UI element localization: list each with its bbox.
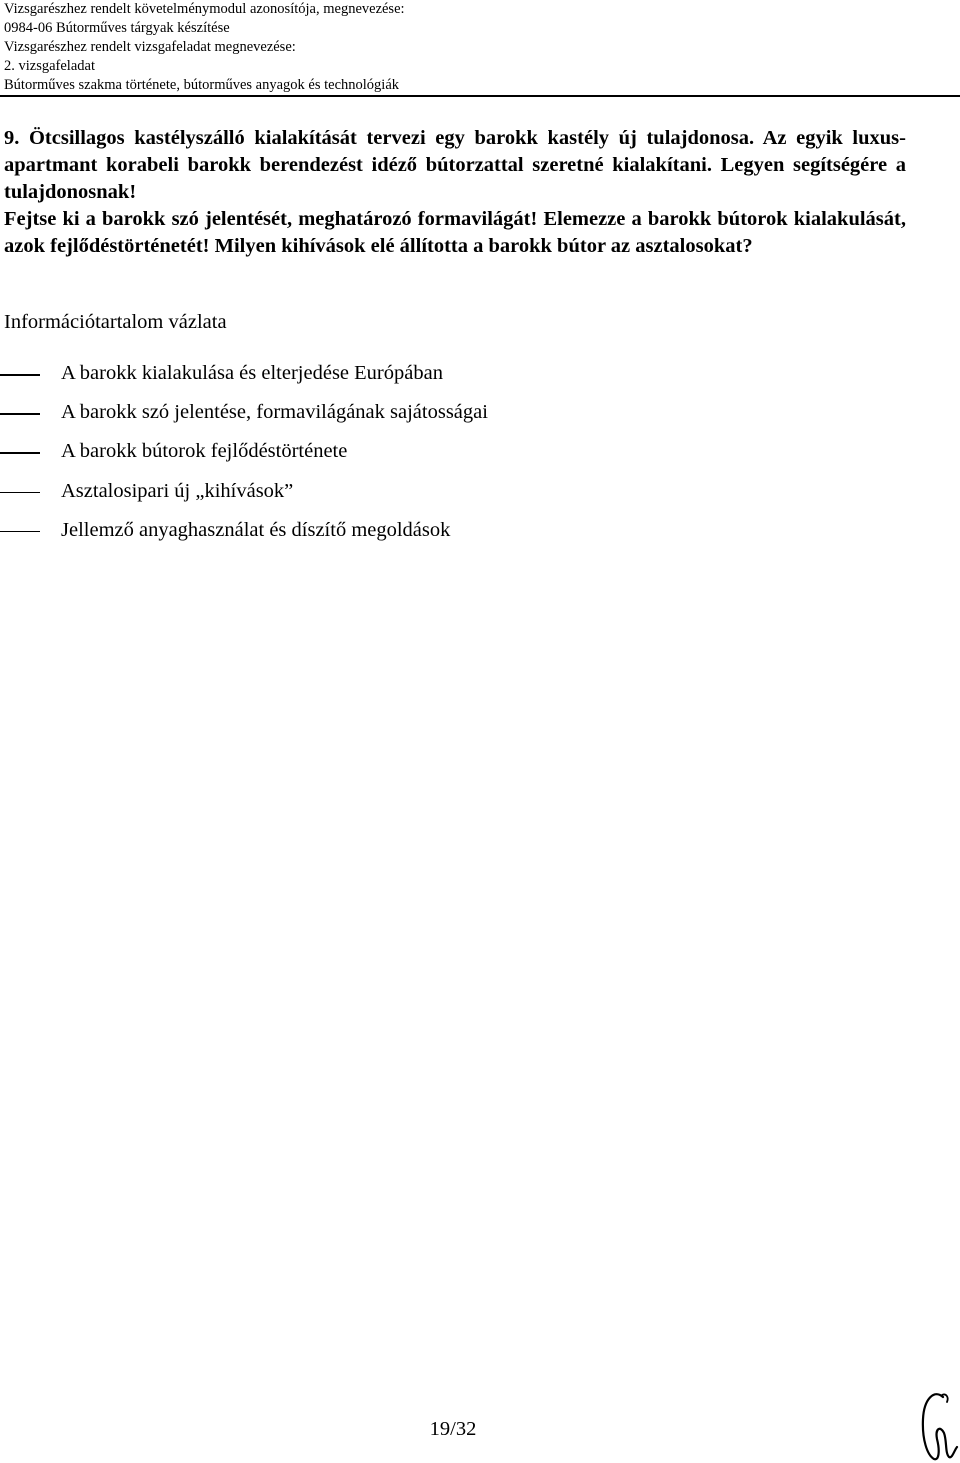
task-intro-paragraph: 9. Ötcsillagos kastélyszálló kialakítását tervezi egy barokk kastély új tulajdonosa. Az egyik luxus- apartmant korabeli barokk berendezést idéző bútorzattal szeretné kialakítani. Legyen segítségére a tulajdonosnak! bbox=[4, 127, 906, 204]
outline-list bbox=[0, 359, 900, 555]
dash-bullet-icon bbox=[0, 452, 40, 454]
outline-title: Információtartalom vázlata bbox=[4, 311, 227, 333]
header-module-label: Vizsgarészhez rendelt követelménymodul azonosítója, megnevezése: bbox=[4, 1, 405, 17]
outline-item bbox=[0, 437, 900, 476]
outline-item bbox=[0, 398, 900, 437]
outline-item bbox=[0, 359, 900, 398]
page-number: 19/32 bbox=[429, 1418, 477, 1440]
dash-bullet-icon bbox=[0, 492, 40, 494]
outline-item-text: A barokk bútorok fejlődéstörténete bbox=[61, 440, 348, 463]
outline-item-text: Jellemző anyaghasználat és díszítő megoldások bbox=[61, 518, 451, 541]
dash-bullet-icon bbox=[0, 531, 40, 533]
outline-item-text: A barokk kialakulása és elterjedése Európában bbox=[61, 362, 443, 384]
header-task-name: Bútorműves szakma története, bútorműves anyagok és technológiák bbox=[4, 77, 400, 93]
task-questions-paragraph: Fejtse ki a barokk szó jelentését, meghatározó formavilágát! Elemezze a barokk bútorok kialakulását, azok fejlődéstörténetét! Milyen kihívások elé állította a barokk bútor az asztalosokat? bbox=[4, 208, 906, 258]
header-task-label: Vizsgarészhez rendelt vizsgafeladat megnevezése: bbox=[4, 39, 296, 55]
document-header bbox=[4, 0, 954, 95]
task-description bbox=[4, 125, 906, 260]
outline-item-text: A barokk szó jelentése, formavilágának sajátosságai bbox=[61, 401, 488, 424]
dash-bullet-icon bbox=[0, 374, 40, 376]
outline-item-text: Asztalosipari új „kihívások” bbox=[61, 479, 294, 502]
dash-bullet-icon bbox=[0, 413, 40, 415]
outline-item bbox=[0, 477, 900, 516]
header-divider bbox=[0, 95, 960, 97]
outline-item bbox=[0, 516, 900, 555]
header-module-name: 0984-06 Bútorműves tárgyak készítése bbox=[4, 20, 230, 36]
header-task-number: 2. vizsgafeladat bbox=[4, 58, 95, 74]
signature-icon bbox=[918, 1385, 960, 1463]
